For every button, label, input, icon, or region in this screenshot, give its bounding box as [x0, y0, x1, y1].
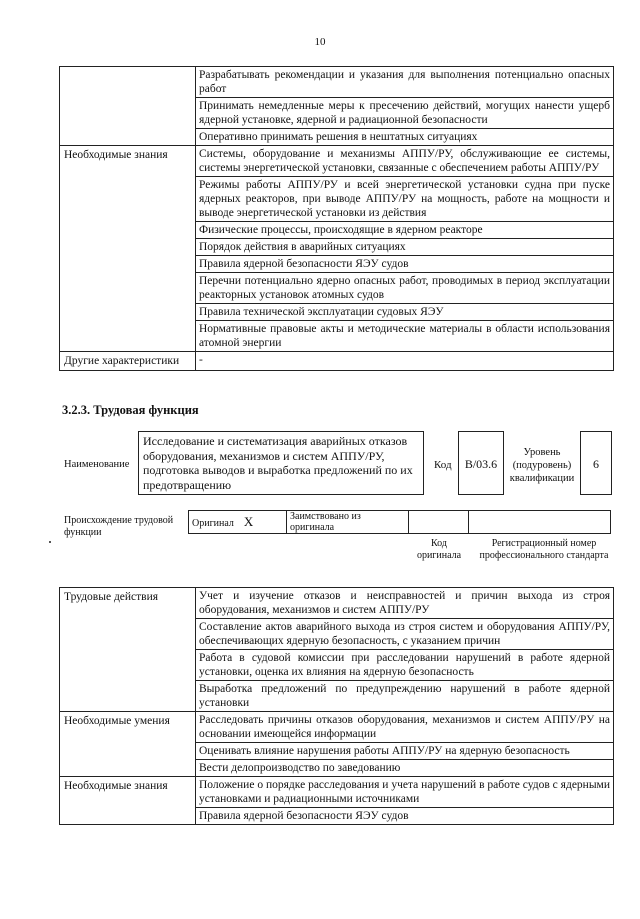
original-mark: X: [243, 514, 254, 529]
list-item: Принимать немедленные меры к пресечению действий, могущих нанести ущерб ядерной установке, ядерной и радиационной безопасности: [196, 98, 614, 129]
list-item: Порядок действия в аварийных ситуациях: [196, 239, 614, 256]
original-cell: [189, 511, 287, 534]
row-label: Необходимые знания: [60, 146, 196, 352]
borrowed-cell: Заимствовано из оригинала: [287, 511, 409, 534]
list-item: Правила технической эксплуатации судовых ЯЭУ: [196, 304, 614, 321]
level-value: 6: [580, 431, 612, 495]
table-row: [60, 352, 614, 371]
list-item: Работа в судовой комиссии при расследовании нарушений в работе ядерной установки, оценка их влияния на ядерную безопасность: [196, 650, 614, 681]
name-label: Наименование: [64, 459, 130, 470]
origin-table: [188, 510, 611, 534]
list-item: Перечни потенциально ядерно опасных работ, проводимых в период эксплуатации реакторных установок атомных судов: [196, 273, 614, 304]
list-item: Правила ядерной безопасности ЯЭУ судов: [196, 256, 614, 273]
code-value: B/03.6: [458, 431, 504, 495]
list-item: Выработка предложений по предупреждению нарушений в работе ядерной установки: [196, 681, 614, 712]
requirements-table-top: [59, 66, 614, 371]
level-label: Уровень (подуровень) квалификации: [509, 447, 575, 484]
table-row: [60, 777, 614, 808]
original-label: Оригинал: [192, 518, 234, 529]
code-original-caption: Код оригинала: [416, 538, 462, 561]
list-item: Правила ядерной безопасности ЯЭУ судов: [196, 808, 614, 825]
list-item: Режимы работы АППУ/РУ и всей энергетической установки судна при пуске ядерных реакторов, при выводе АППУ/РУ на мощность, работе на мощности и выводе энергетической установки из действия: [196, 177, 614, 222]
requirements-table-bottom: [59, 587, 614, 825]
table-row: [60, 712, 614, 743]
table-row: [189, 511, 611, 534]
list-item: Разрабатывать рекомендации и указания для выполнения потенциально опасных работ: [196, 67, 614, 98]
table-row: [60, 588, 614, 619]
list-item: Учет и изучение отказов и неисправностей и причин выхода из строя оборудования, механизмов и систем АППУ/РУ: [196, 588, 614, 619]
list-item: Вести делопроизводство по заведованию: [196, 760, 614, 777]
code-label: Код: [434, 459, 452, 471]
page-number: 10: [314, 36, 326, 48]
list-item: Физические процессы, происходящие в ядерном реакторе: [196, 222, 614, 239]
row-label: Необходимые умения: [60, 712, 196, 777]
row-label: Другие характеристики: [60, 352, 196, 371]
row-label: Трудовые действия: [60, 588, 196, 712]
list-item: Системы, оборудование и механизмы АППУ/РУ, обслуживающие ее системы, системы энергетической установки, связанные с обеспечением работы АППУ/РУ: [196, 146, 614, 177]
table-row: [60, 67, 614, 98]
function-name-box: Исследование и систематизация аварийных отказов оборудования, механизмов и систем АППУ/РУ, подготовка выводов и выработка предложений по их предотвращению: [138, 431, 424, 495]
list-item: Оценивать влияние нарушения работы АППУ/РУ на ядерную безопасность: [196, 743, 614, 760]
table-row: [60, 146, 614, 177]
list-item: Положение о порядке расследования и учета нарушений в работе судов с ядерными установками и радиационными источниками: [196, 777, 614, 808]
section-title: 3.2.3. Трудовая функция: [62, 403, 199, 417]
row-label: Необходимые знания: [60, 777, 196, 825]
origin-label: Происхождение трудовой функции: [64, 515, 174, 538]
list-item: -: [196, 352, 614, 371]
scan-dot: [49, 541, 51, 543]
reg-number-cell: [469, 511, 611, 534]
row-label: [60, 67, 196, 146]
list-item: Расследовать причины отказов оборудования, механизмов и систем АППУ/РУ на основании имеющейся информации: [196, 712, 614, 743]
reg-number-caption: Регистрационный номер профессионального стандарта: [479, 538, 609, 561]
list-item: Составление актов аварийного выхода из строя систем и оборудования АППУ/РУ, обеспечивающих ядерную безопасность, с указанием причин: [196, 619, 614, 650]
list-item: Нормативные правовые акты и методические материалы в области использования атомной энергии: [196, 321, 614, 352]
list-item: Оперативно принимать решения в нештатных ситуациях: [196, 129, 614, 146]
code-original-cell: [409, 511, 469, 534]
